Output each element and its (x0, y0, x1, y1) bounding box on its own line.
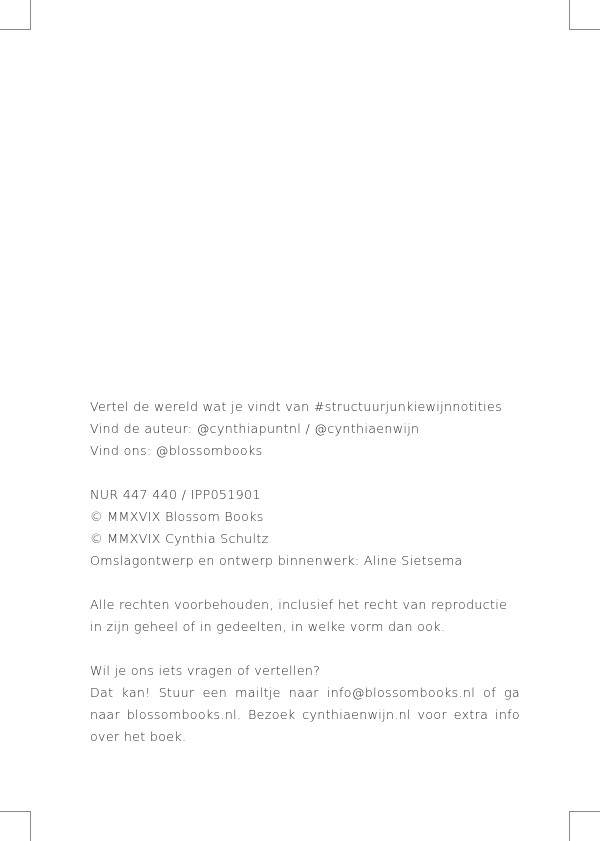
crop-mark-bottom-right (569, 811, 570, 841)
crop-mark-bottom-left-horizontal (0, 811, 30, 812)
contact-email-line: Dat kan! Stuur een mailtje naar info@blossombooks.nl of ga (90, 685, 520, 700)
crop-mark-bottom-right-horizontal (570, 811, 600, 812)
crop-mark-bottom-left (30, 811, 31, 841)
author-handles-line: Vind de auteur: @cynthiapuntnl / @cynthiaenwijn (90, 421, 420, 436)
contact-block (90, 660, 520, 748)
contact-question-line: Wil je ons iets vragen of vertellen? (90, 663, 321, 678)
rights-line-2: in zijn geheel of in gedeelten, in welke vorm dan ook. (90, 619, 446, 634)
publisher-copyright-line: © MMXVIX Blossom Books (90, 509, 264, 524)
nur-line: NUR 447 440 / IPP051901 (90, 487, 261, 502)
crop-mark-top-left (30, 0, 31, 30)
colophon (90, 396, 520, 770)
crop-mark-top-right-horizontal (570, 29, 600, 30)
publisher-handle-line: Vind ons: @blossombooks (90, 443, 263, 458)
rights-block (90, 594, 520, 638)
crop-mark-top-left-horizontal (0, 29, 30, 30)
contact-website-line: naar blossombooks.nl. Bezoek cynthiaenwijn.nl voor extra info (90, 707, 520, 722)
publication-block (90, 484, 520, 572)
design-credit-line: Omslagontwerp en ontwerp binnenwerk: Aline Sietsema (90, 553, 463, 568)
rights-line-1: Alle rechten voorbehouden, inclusief het recht van reproductie (90, 597, 508, 612)
contact-closing-line: over het boek. (90, 729, 187, 744)
social-hashtag-line: Vertel de wereld wat je vindt van #structuurjunkiewijnnotities (90, 399, 502, 414)
social-block (90, 396, 520, 462)
author-copyright-line: © MMXVIX Cynthia Schultz (90, 531, 269, 546)
crop-mark-top-right (569, 0, 570, 30)
